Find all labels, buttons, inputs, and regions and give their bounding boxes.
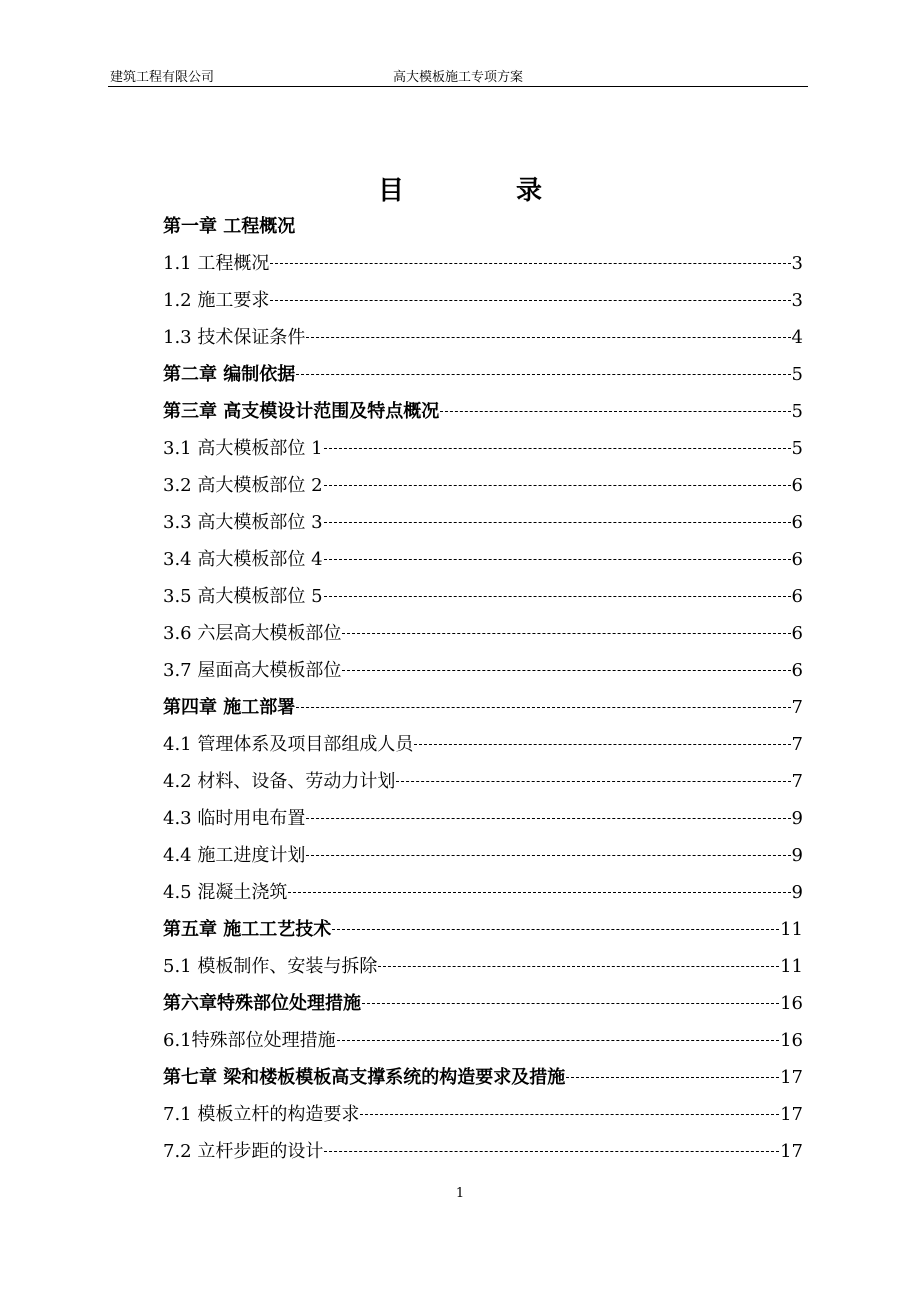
- toc-entry-page: 7: [791, 734, 803, 755]
- toc-title: 目录: [377, 176, 654, 206]
- toc-entry-page: 5: [791, 401, 803, 422]
- toc-entry-page: 6: [791, 512, 803, 533]
- toc-section-row[interactable]: [163, 319, 803, 356]
- toc-entry-page: 9: [791, 882, 803, 903]
- toc-leader: [324, 447, 791, 449]
- toc-section-row[interactable]: [163, 1133, 803, 1170]
- toc-section-row[interactable]: [163, 1022, 803, 1059]
- toc-leader: [324, 484, 791, 486]
- toc-entry-label: 3.1 高大模板部位 1: [163, 438, 323, 459]
- toc-chapter-row[interactable]: [163, 356, 803, 393]
- toc-section-row[interactable]: [163, 652, 803, 689]
- toc-entry-page: 11: [780, 919, 803, 940]
- toc-entry-label: 3.5 高大模板部位 5: [163, 586, 323, 607]
- toc-section-row[interactable]: [163, 504, 803, 541]
- toc-section-row[interactable]: [163, 948, 803, 985]
- toc-entry-label: 3.3 高大模板部位 3: [163, 512, 323, 533]
- toc-section-row[interactable]: [163, 282, 803, 319]
- toc-entry-page: 6: [791, 549, 803, 570]
- toc-leader: [324, 521, 791, 523]
- toc-entry-label: 4.2 材料、设备、劳动力计划: [163, 771, 396, 792]
- toc-entry-label: 1.3 技术保证条件: [163, 327, 306, 348]
- toc-section-row[interactable]: [163, 1096, 803, 1133]
- toc-leader: [360, 1113, 779, 1115]
- toc-entry-label: 3.2 高大模板部位 2: [163, 475, 323, 496]
- toc-chapter-row[interactable]: [163, 208, 803, 245]
- toc-section-row[interactable]: [163, 430, 803, 467]
- toc-chapter-row[interactable]: [163, 1059, 803, 1096]
- toc-entry-page: 7: [791, 771, 803, 792]
- toc-leader: [337, 1039, 779, 1041]
- toc-entry-label: 1.2 施工要求: [163, 290, 270, 311]
- toc-chapter-row[interactable]: [163, 689, 803, 726]
- toc-entry-label: 第五章 施工工艺技术: [163, 919, 332, 940]
- toc-section-row[interactable]: [163, 874, 803, 911]
- toc-entry-page: 9: [791, 808, 803, 829]
- toc-entry-page: 16: [780, 1030, 803, 1051]
- toc-entry-label: 第二章 编制依据: [163, 364, 296, 385]
- toc-entry-page: 5: [791, 438, 803, 459]
- toc-leader: [324, 558, 791, 560]
- toc-chapter-row[interactable]: [163, 985, 803, 1022]
- header-company: 建筑工程有限公司: [110, 70, 215, 85]
- toc-entry-label: 7.2 立杆步距的设计: [163, 1141, 324, 1162]
- toc-section-row[interactable]: [163, 615, 803, 652]
- toc-entry-label: 3.6 六层高大模板部位: [163, 623, 342, 644]
- toc-entry-page: 7: [791, 697, 803, 718]
- toc-leader: [342, 669, 790, 671]
- toc-entry-page: 16: [780, 993, 803, 1014]
- toc-chapter-row[interactable]: [163, 911, 803, 948]
- toc-leader: [378, 965, 779, 967]
- toc-entry-page: 4: [791, 327, 803, 348]
- toc-leader: [566, 1076, 779, 1078]
- toc-chapter-row[interactable]: [163, 393, 803, 430]
- toc-entry-label: 4.3 临时用电布置: [163, 808, 306, 829]
- toc-section-row[interactable]: [163, 763, 803, 800]
- toc-leader: [332, 928, 779, 930]
- toc-entry-label: 4.4 施工进度计划: [163, 845, 306, 866]
- toc-leader: [296, 706, 790, 708]
- toc-leader: [288, 891, 790, 893]
- toc-leader: [306, 336, 790, 338]
- toc-section-row[interactable]: [163, 541, 803, 578]
- toc-section-row[interactable]: [163, 578, 803, 615]
- toc-leader: [324, 1150, 779, 1152]
- toc-entry-label: 1.1 工程概况: [163, 253, 270, 274]
- toc-entry-page: 11: [780, 956, 803, 977]
- toc-entry-label: 4.1 管理体系及项目部组成人员: [163, 734, 414, 755]
- toc-entry-page: 6: [791, 475, 803, 496]
- toc-entry-page: 17: [780, 1067, 803, 1088]
- toc-entry-label: 第七章 梁和楼板模板高支撑系统的构造要求及措施: [163, 1067, 566, 1088]
- toc-entry-label: 第四章 施工部署: [163, 697, 296, 718]
- toc-entry-label: 7.1 模板立杆的构造要求: [163, 1104, 360, 1125]
- toc-entry-page: 3: [791, 290, 803, 311]
- toc-leader: [440, 410, 790, 412]
- toc-entry-label: 第六章特殊部位处理措施: [163, 993, 361, 1014]
- toc-leader: [270, 262, 790, 264]
- toc-leader: [362, 1002, 779, 1004]
- toc-section-row[interactable]: [163, 467, 803, 504]
- toc-entry-label: 3.7 屋面高大模板部位: [163, 660, 342, 681]
- toc-entry-page: 3: [791, 253, 803, 274]
- toc-entry-page: 6: [791, 623, 803, 644]
- header-doc-title: 高大模板施工专项方案: [392, 70, 523, 85]
- toc-entry-label: 5.1 模板制作、安装与拆除: [163, 956, 378, 977]
- toc-entry-label: 4.5 混凝土浇筑: [163, 882, 288, 903]
- toc-leader: [296, 373, 790, 375]
- toc-leader: [342, 632, 790, 634]
- toc-section-row[interactable]: [163, 245, 803, 282]
- toc-entry-page: 17: [780, 1104, 803, 1125]
- toc-section-row[interactable]: [163, 837, 803, 874]
- toc-leader: [270, 299, 790, 301]
- toc-entry-page: 17: [780, 1141, 803, 1162]
- page-number: 1: [455, 1186, 465, 1201]
- toc-entry-label: 6.1特殊部位处理措施: [163, 1030, 336, 1051]
- toc-entry-page: 6: [791, 586, 803, 607]
- toc-entry-label: 第一章 工程概况: [163, 216, 296, 237]
- toc-leader: [306, 854, 790, 856]
- toc-entry-page: 5: [791, 364, 803, 385]
- toc-section-row[interactable]: [163, 726, 803, 763]
- toc-entry-label: 第三章 高支模设计范围及特点概况: [163, 401, 440, 422]
- toc-leader: [396, 780, 790, 782]
- toc-entry-page: 9: [791, 845, 803, 866]
- toc-section-row[interactable]: [163, 800, 803, 837]
- table-of-contents: [163, 208, 803, 1170]
- toc-leader: [306, 817, 790, 819]
- toc-leader: [324, 595, 791, 597]
- toc-entry-label: 3.4 高大模板部位 4: [163, 549, 323, 570]
- toc-entry-page: 6: [791, 660, 803, 681]
- toc-leader: [414, 743, 790, 745]
- page-header: [108, 64, 808, 87]
